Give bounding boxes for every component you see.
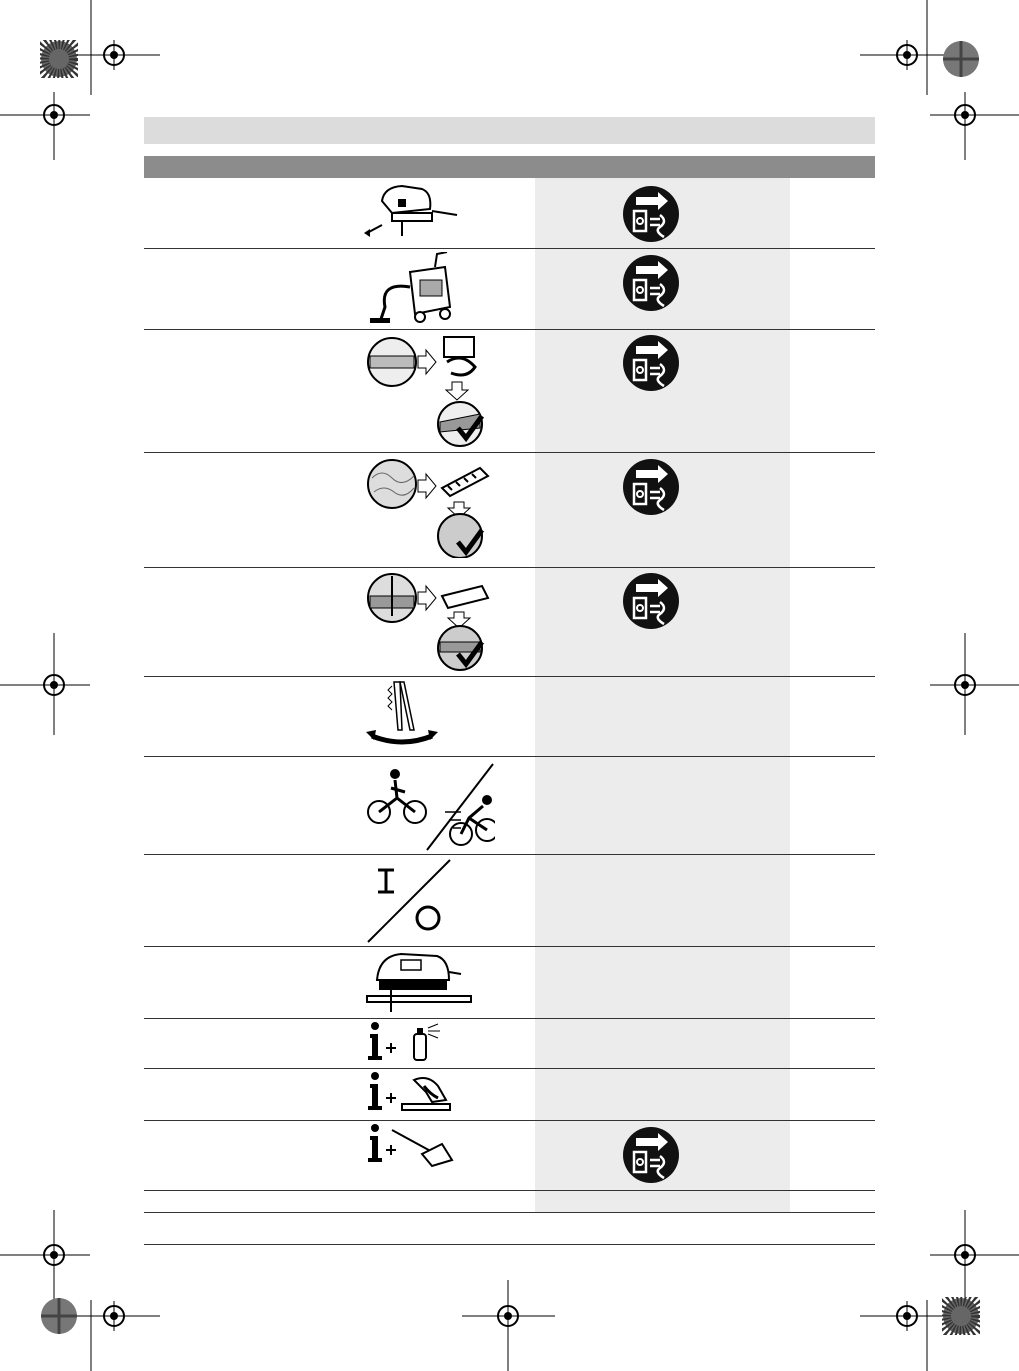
color-wheel-icon	[942, 40, 980, 78]
anti-splinter-cover-sequence-icon	[362, 458, 492, 558]
unplug-power-icon	[622, 185, 680, 243]
color-wheel-icon	[942, 1297, 980, 1335]
unplug-power-icon	[622, 1126, 680, 1184]
row-divider	[144, 1120, 875, 1121]
title-bar	[144, 117, 875, 144]
row-divider	[144, 1244, 875, 1245]
jigsaw-with-cable-icon	[362, 181, 462, 241]
crosshair-target-icon	[39, 670, 69, 700]
unplug-power-icon	[622, 254, 680, 312]
crosshair-target-icon	[39, 1240, 69, 1270]
unplug-power-icon	[622, 572, 680, 630]
row-divider	[144, 1190, 875, 1191]
row-divider	[144, 676, 875, 677]
crosshair-target-icon	[493, 1301, 523, 1331]
row-divider	[144, 1018, 875, 1019]
row-divider	[144, 248, 875, 249]
row-divider	[144, 946, 875, 947]
crosshair-target-icon	[99, 40, 129, 70]
on-off-switch-icon	[366, 858, 456, 948]
jigsaw-sawing-icon	[365, 950, 475, 1016]
crosshair-target-icon	[950, 670, 980, 700]
row-divider	[144, 854, 875, 855]
crosshair-target-icon	[39, 100, 69, 130]
crosshair-target-icon	[950, 1240, 980, 1270]
row-divider	[144, 756, 875, 757]
row-divider	[144, 1068, 875, 1069]
section-header-bar	[144, 156, 875, 178]
color-wheel-icon	[40, 40, 78, 78]
info-maintenance-icon	[368, 1072, 458, 1117]
row-divider	[144, 329, 875, 330]
row-divider	[144, 1212, 875, 1213]
unplug-power-icon	[622, 458, 680, 516]
blade-change-sequence-icon	[362, 332, 492, 447]
crosshair-target-icon	[892, 1301, 922, 1331]
row-divider	[144, 567, 875, 568]
row-divider	[144, 452, 875, 453]
crosshair-target-icon	[950, 100, 980, 130]
crosshair-target-icon	[99, 1301, 129, 1331]
splinter-guard-sequence-icon	[362, 572, 492, 672]
dust-extractor-icon	[365, 252, 455, 327]
bicycle-speed-icon	[365, 760, 495, 855]
unplug-power-icon	[622, 334, 680, 392]
info-lubricant-icon	[368, 1022, 448, 1062]
bent-blade-icon	[362, 680, 442, 750]
info-parallel-guide-icon	[368, 1124, 458, 1169]
color-wheel-icon	[40, 1297, 78, 1335]
crosshair-target-icon	[892, 40, 922, 70]
